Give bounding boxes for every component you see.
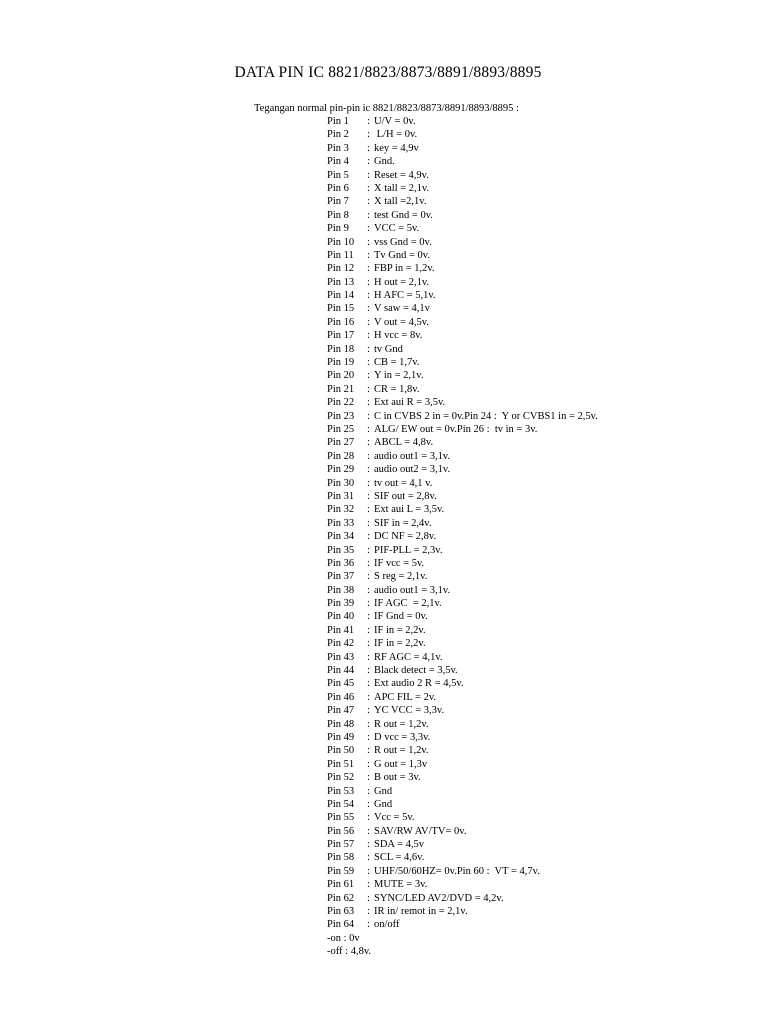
pin-label: Pin 49: [327, 731, 355, 743]
pin-separator: :: [367, 624, 370, 636]
pin-label: Pin 21: [327, 383, 355, 395]
pin-separator: :: [367, 357, 370, 369]
pin-value: Vcc = 5v.: [374, 812, 415, 824]
pin-value: SIF out = 2,8v.: [374, 490, 437, 502]
pin-separator: :: [367, 892, 370, 904]
pin-value: tv Gnd: [374, 343, 403, 355]
pin-value: SDA = 4,5v: [374, 839, 424, 851]
pin-separator: :: [367, 785, 370, 797]
pin-label: Pin 29: [327, 464, 355, 476]
pin-row: [327, 222, 598, 235]
pin-separator: :: [367, 731, 370, 743]
pin-separator: :: [367, 490, 370, 502]
pin-value: SAV/RW AV/TV= 0v.: [374, 825, 467, 837]
pin-separator: :: [367, 397, 370, 409]
pin-row: [327, 142, 598, 155]
pin-row: [327, 343, 598, 356]
pin-label: Pin 36: [327, 557, 355, 569]
pin-row: [327, 570, 598, 583]
pin-label: Pin 3: [327, 142, 349, 154]
pin-row: [327, 544, 598, 557]
pin-label: Pin 20: [327, 370, 355, 382]
pin-separator: :: [367, 611, 370, 623]
pin-value: H out = 2,1v.: [374, 276, 430, 288]
pin-separator: :: [367, 169, 370, 181]
pin-label: Pin 64: [327, 919, 355, 931]
pin-label: Pin 44: [327, 665, 355, 677]
pin-value: Ext audio 2 R = 4,5v.: [374, 678, 464, 690]
pin-row: [327, 905, 598, 918]
pin-value: test Gnd = 0v.: [374, 209, 433, 221]
pin-row: [327, 463, 598, 476]
pin-value: tv out = 4,1 v.: [374, 477, 433, 489]
pin-separator: :: [367, 423, 370, 435]
pin-value: IF AGC = 2,1v.: [374, 598, 442, 610]
page-title: DATA PIN IC 8821/8823/8873/8891/8893/8895: [234, 64, 542, 81]
pin-value: audio out1 = 3,1v.: [374, 450, 451, 462]
pin-row: [327, 610, 598, 623]
pin-value: Gnd: [374, 785, 393, 797]
pin-row: [327, 396, 598, 409]
pin-row: [327, 155, 598, 168]
pin-row: [327, 624, 598, 637]
pin-separator: :: [367, 517, 370, 529]
pin-label: Pin 19: [327, 357, 355, 369]
pin-value: PIF-PLL = 2,3v.: [374, 544, 443, 556]
pin-row: [327, 865, 598, 878]
pin-label: Pin 46: [327, 691, 355, 703]
pin-label: Pin 58: [327, 852, 355, 864]
pin-separator: :: [367, 249, 370, 261]
pin-row: [327, 503, 598, 516]
pin-separator: :: [367, 504, 370, 516]
pin-row: [327, 169, 598, 182]
pin-separator: :: [367, 196, 370, 208]
pin-label: Pin 45: [327, 678, 355, 690]
pin-64-state-note: -off : 4,8v.: [327, 946, 372, 958]
pin-row: [327, 316, 598, 329]
pin-separator: :: [367, 651, 370, 663]
pin-label: Pin 53: [327, 785, 355, 797]
pin-label: Pin 30: [327, 477, 355, 489]
pin-row: [327, 771, 598, 784]
pin-label: Pin 40: [327, 611, 355, 623]
pin-separator: :: [367, 236, 370, 248]
pin-row: [327, 383, 598, 396]
pin-row: [327, 704, 598, 717]
pin-row: [327, 436, 598, 449]
pin-separator: :: [367, 450, 370, 462]
pin-row: [327, 517, 598, 530]
pin-row: [327, 718, 598, 731]
pin-value: Y in = 2,1v.: [374, 370, 424, 382]
pin-separator: :: [367, 919, 370, 931]
pin-label: Pin 7: [327, 196, 349, 208]
pin-value: V saw = 4,1v: [374, 303, 430, 315]
pin-separator: :: [367, 865, 370, 877]
pin-row: [327, 329, 598, 342]
pin-row: [327, 664, 598, 677]
pin-value: on/off: [374, 919, 400, 931]
pin-label: Pin 14: [327, 290, 355, 302]
pin-row: [327, 209, 598, 222]
pin-separator: :: [367, 691, 370, 703]
pin-separator: :: [367, 758, 370, 770]
pin-row: [327, 825, 598, 838]
pin-label: Pin 33: [327, 517, 355, 529]
pin-row: [327, 597, 598, 610]
pin-separator: :: [367, 584, 370, 596]
pin-label: Pin 8: [327, 209, 349, 221]
pin-row: [327, 477, 598, 490]
pin-separator: :: [367, 263, 370, 275]
pin-label: Pin 11: [327, 249, 354, 261]
pin-value: IF in = 2,2v.: [374, 638, 426, 650]
pin-value: IF Gnd = 0v.: [374, 611, 428, 623]
pin-label: Pin 39: [327, 598, 355, 610]
pin-value: IF vcc = 5v.: [374, 557, 425, 569]
pin-row: [327, 878, 598, 891]
pin-row: [327, 249, 598, 262]
pin-row: [327, 356, 598, 369]
pin-row: [327, 182, 598, 195]
pin-separator: :: [367, 156, 370, 168]
pin-label: Pin 52: [327, 772, 355, 784]
pin-row: [327, 236, 598, 249]
pin-separator: :: [367, 718, 370, 730]
pin-label: Pin 42: [327, 638, 355, 650]
pin-value: YC VCC = 3,3v.: [374, 705, 445, 717]
pin-separator: :: [367, 343, 370, 355]
pin-separator: :: [367, 638, 370, 650]
pin-value: V out = 4,5v.: [374, 316, 429, 328]
pin-separator: :: [367, 116, 370, 127]
pin-value: B out = 3v.: [374, 772, 421, 784]
pin-value: S reg = 2,1v.: [374, 571, 428, 583]
pin-label: Pin 6: [327, 182, 349, 194]
pin-separator: :: [367, 223, 370, 235]
pin-value: FBP in = 1,2v.: [374, 263, 435, 275]
pin-row: [327, 637, 598, 650]
pin-value: R out = 1,2v.: [374, 745, 429, 757]
pin-separator: :: [367, 812, 370, 824]
pin-label: Pin 62: [327, 892, 355, 904]
pin-label: Pin 54: [327, 798, 355, 810]
pin-label: Pin 41: [327, 624, 355, 636]
pin-label: Pin 18: [327, 343, 355, 355]
pin-row: [327, 785, 598, 798]
pin-row: [327, 651, 598, 664]
pin-label: Pin 34: [327, 531, 355, 543]
pin-label: Pin 28: [327, 450, 355, 462]
pin-row: [327, 758, 598, 771]
pin-value: ABCL = 4,8v.: [374, 437, 434, 449]
pin-label: Pin 16: [327, 316, 355, 328]
pin-value: Ext aui L = 3,5v.: [374, 504, 445, 516]
pin-label: Pin 48: [327, 718, 355, 730]
pin-separator: :: [367, 437, 370, 449]
pin-row: [327, 410, 598, 423]
pin-value: RF AGC = 4,1v.: [374, 651, 443, 663]
pin-label: Pin 35: [327, 544, 355, 556]
pin-value: MUTE = 3v.: [374, 879, 428, 891]
pin-separator: :: [367, 303, 370, 315]
pin-label: Pin 59: [327, 865, 355, 877]
intro-text: Tegangan normal pin-pin ic 8821/8823/8873/8891/8893/8895 :: [254, 103, 519, 114]
pin-label: Pin 31: [327, 490, 355, 502]
pin-value: CR = 1,8v.: [374, 383, 420, 395]
pin-label: Pin 55: [327, 812, 355, 824]
pin-row: [327, 691, 598, 704]
pin-separator: :: [367, 370, 370, 382]
pin-separator: :: [367, 477, 370, 489]
pin-value: UHF/50/60HZ= 0v.Pin 60 : VT = 4,7v.: [374, 865, 540, 877]
pin-row: [327, 557, 598, 570]
pin-separator: :: [367, 383, 370, 395]
pin-value: U/V = 0v.: [374, 116, 416, 127]
pin-separator: :: [367, 182, 370, 194]
pin-separator: :: [367, 316, 370, 328]
pin-label: Pin 2: [327, 129, 349, 141]
pin-separator: :: [367, 879, 370, 891]
pin-row: [327, 744, 598, 757]
pin-separator: :: [367, 557, 370, 569]
pin-value: D vcc = 3,3v.: [374, 731, 431, 743]
pin-label: Pin 25: [327, 423, 355, 435]
pin-separator: :: [367, 678, 370, 690]
pin-value: Reset = 4,9v.: [374, 169, 429, 181]
pin-value: R out = 1,2v.: [374, 718, 429, 730]
pin-label: Pin 17: [327, 330, 355, 342]
pin-label: Pin 27: [327, 437, 355, 449]
pin-row: [327, 369, 598, 382]
pin-row: [327, 677, 598, 690]
pin-separator: :: [367, 665, 370, 677]
pin-label: Pin 12: [327, 263, 355, 275]
pin-label: Pin 57: [327, 839, 355, 851]
pin-value: DC NF = 2,8v.: [374, 531, 437, 543]
pin-row: [327, 423, 598, 436]
pin-row: [327, 811, 598, 824]
pin-value: X tall = 2,1v.: [374, 182, 430, 194]
pin-separator: :: [367, 745, 370, 757]
pin-separator: :: [367, 531, 370, 543]
pin-label: Pin 23: [327, 410, 355, 422]
pin-value: ALG/ EW out = 0v.Pin 26 : tv in = 3v.: [374, 423, 538, 435]
pin-value: key = 4,9v: [374, 142, 419, 154]
pin-separator: :: [367, 209, 370, 221]
pin-value: IF in = 2,2v.: [374, 624, 426, 636]
pin-value: SCL = 4,6v.: [374, 852, 425, 864]
pin-value: X tall =2,1v.: [374, 196, 427, 208]
pin-row: [327, 195, 598, 208]
pin-separator: :: [367, 772, 370, 784]
pin-separator: :: [367, 839, 370, 851]
pin-label: Pin 32: [327, 504, 355, 516]
pin-label: Pin 15: [327, 303, 355, 315]
pin-label: Pin 22: [327, 397, 355, 409]
pin-separator: :: [367, 142, 370, 154]
pin-list: [327, 115, 598, 959]
pin-label: Pin 47: [327, 705, 355, 717]
pin-value: Gnd.: [374, 156, 395, 168]
pin-row: [327, 302, 598, 315]
pin-value: vss Gnd = 0v.: [374, 236, 432, 248]
pin-value: audio out2 = 3,1v.: [374, 464, 451, 476]
pin-row: [327, 276, 598, 289]
pin-separator: :: [367, 852, 370, 864]
pin-value: L/H = 0v.: [374, 129, 418, 141]
pin-separator: :: [367, 290, 370, 302]
pin-label: Pin 4: [327, 156, 349, 168]
pin-separator: :: [367, 276, 370, 288]
pin-row: [327, 289, 598, 302]
pin-value: H AFC = 5,1v.: [374, 290, 436, 302]
pin-value: SYNC/LED AV2/DVD = 4,2v.: [374, 892, 504, 904]
pin-value: Ext aui R = 3,5v.: [374, 397, 446, 409]
pin-separator: :: [367, 330, 370, 342]
pin-separator: :: [367, 798, 370, 810]
pin-separator: :: [367, 705, 370, 717]
pin-label: Pin 10: [327, 236, 355, 248]
pin-separator: :: [367, 571, 370, 583]
pin-value: CB = 1,7v.: [374, 357, 420, 369]
pin-value: Gnd: [374, 798, 393, 810]
pin-row: [327, 115, 598, 128]
pin-value: IR in/ remot in = 2,1v.: [374, 906, 468, 918]
pin-separator: :: [367, 906, 370, 918]
pin-label: Pin 1: [327, 116, 349, 127]
pin-label: Pin 37: [327, 571, 355, 583]
pin-label: Pin 61: [327, 879, 355, 891]
pin-value: C in CVBS 2 in = 0v.Pin 24 : Y or CVBS1 in = 2,5v.: [374, 410, 598, 422]
pin-row: [327, 798, 598, 811]
pin-separator: :: [367, 825, 370, 837]
pin-label: Pin 63: [327, 906, 355, 918]
pin-separator: :: [367, 598, 370, 610]
pin-row: [327, 584, 598, 597]
pin-value: audio out1 = 3,1v.: [374, 584, 451, 596]
pin-row: [327, 838, 598, 851]
pin-label: Pin 13: [327, 276, 355, 288]
pin-row: [327, 731, 598, 744]
pin-label: Pin 5: [327, 169, 349, 181]
pin-label: Pin 51: [327, 758, 355, 770]
pin-value: Black detect = 3,5v.: [374, 665, 458, 677]
pin-value: SIF in = 2,4v.: [374, 517, 432, 529]
pin-row: [327, 918, 598, 931]
pin-separator: :: [367, 410, 370, 422]
pin-value: VCC = 5v.: [374, 223, 420, 235]
pin-label: Pin 38: [327, 584, 355, 596]
pin-label: Pin 56: [327, 825, 355, 837]
pin-row: [327, 530, 598, 543]
pin-label: Pin 43: [327, 651, 355, 663]
pin-row: [327, 851, 598, 864]
pin-separator: :: [367, 544, 370, 556]
pin-row: [327, 128, 598, 141]
pin-value: APC FIL = 2v.: [374, 691, 437, 703]
pin-value: H vcc = 8v.: [374, 330, 423, 342]
pin-row: [327, 262, 598, 275]
pin-label: Pin 50: [327, 745, 355, 757]
pin-value: G out = 1,3v: [374, 758, 428, 770]
pin-row: [327, 892, 598, 905]
pin-value: Tv Gnd = 0v.: [374, 249, 430, 261]
pin-label: Pin 9: [327, 223, 349, 235]
pin-separator: :: [367, 464, 370, 476]
pin-row: [327, 490, 598, 503]
pin-row: [327, 450, 598, 463]
pin-64-state-note: -on : 0v: [327, 932, 360, 944]
pin-separator: :: [367, 129, 370, 141]
